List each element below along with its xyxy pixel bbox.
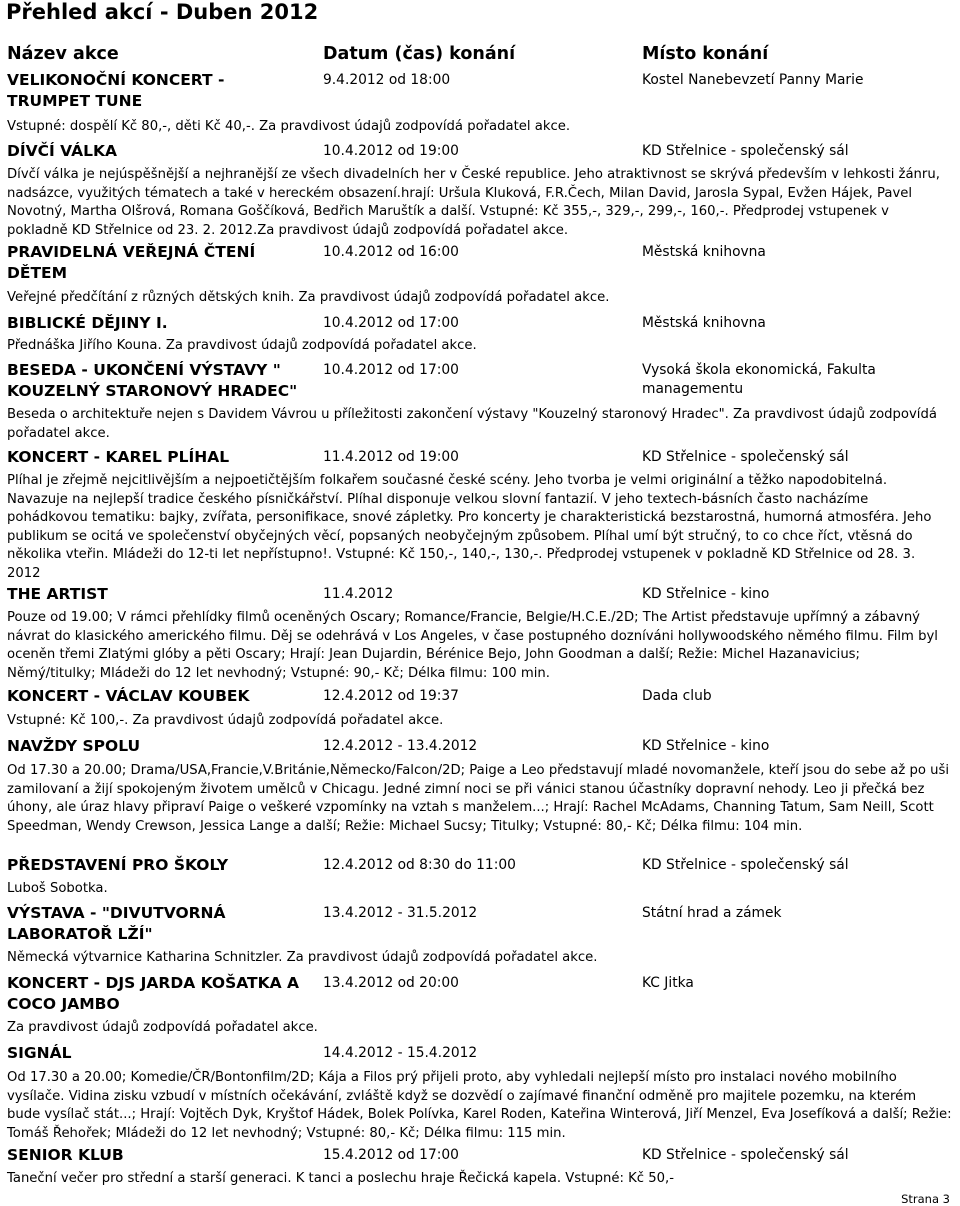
event-date: 11.4.2012 [323,586,394,602]
event-description: Dívčí válka je nejúspěšnější a nejhranější ze všech divadelních her v České republice. Jeho atraktivnost se skrývá především v lehkosti žánru, nadsázce, využitých tématech a také v hereckém obsazení.hrají: Uršula Kluková, F.R.Čech, Milan David, Jarosla Sypal, Evžen Hájek, Pavel Novotný, Martha Olšrová, Romana Goščíková, Bedřich Maruštík a další. Vstupné: Kč 355,-, 329,-, 299,-, 160,-. Předprodej vstupenek v pokladně KD Střelnice od 23. 2. 2012.Za pravdivost údajů zodpovídá pořadatel akce. [7,167,940,238]
event-description: Od 17.30 a 20.00; Drama/USA,Francie,V.Británie,Německo/Falcon/2D; Paige a Leo představují mladé novomanžele, kteří jsou do sebe až po uši zamilovaní a žijí spokojeným životem umělců v Chicagu. Jedné zimní noci se při vánici stanou účastníky dopravní nehody. Leo ji přečká bez úhony, ale úraz hlavy připraví Paige o veškeré vzpomínky na vztah s manželem...; Hrají: Rachel McAdams, Channing Tatum, Sam Neill, Scott Speedman, Wendy Crewson, Jessica Lange a další; Režie: Michael Sucsy; Titulky; Vstupné: 80,- Kč; Délka filmu: 104 min. [7,763,950,834]
event-description: Za pravdivost údajů zodpovídá pořadatel akce. [7,1020,318,1035]
event-description: Německá výtvarnice Katharina Schnitzler. Za pravdivost údajů zodpovídá pořadatel akce. [7,950,598,965]
column-header-date: Datum (čas) konání [323,44,516,64]
event-date: 9.4.2012 od 18:00 [323,72,451,88]
event-place: KD Střelnice - společenský sál [642,449,849,465]
event-name: BIBLICKÉ DĚJINY I. [7,314,168,332]
event-place: KD Střelnice - kino [642,738,770,754]
event-date: 10.4.2012 od 17:00 [323,362,459,378]
event-place: KD Střelnice - společenský sál [642,857,849,873]
event-name: KONCERT - KAREL PLÍHAL [7,448,230,466]
column-header-name: Název akce [7,44,119,64]
event-date: 10.4.2012 od 17:00 [323,315,459,331]
event-date: 11.4.2012 od 19:00 [323,449,459,465]
event-name: SENIOR KLUB [7,1146,124,1164]
column-header-place: Místo konání [642,44,769,64]
event-date: 13.4.2012 - 31.5.2012 [323,905,478,921]
event-name: BESEDA - UKONČENÍ VÝSTAVY " KOUZELNÝ STARONOVÝ HRADEC" [7,361,298,400]
event-place: Kostel Nanebevzetí Panny Marie [642,72,864,88]
event-place: Dada club [642,688,712,704]
event-description: Luboš Sobotka. [7,881,108,896]
event-date: 12.4.2012 od 19:37 [323,688,459,704]
event-place: Městská knihovna [642,315,766,331]
event-date: 15.4.2012 od 17:00 [323,1147,459,1163]
event-name: VELIKONOČNÍ KONCERT - TRUMPET TUNE [7,71,225,110]
event-date: 10.4.2012 od 16:00 [323,244,459,260]
event-place: Státní hrad a zámek [642,905,782,921]
event-description: Beseda o architektuře nejen s Davidem Vávrou u příležitosti zakončení výstavy "Kouzelný staronový Hradec". Za pravdivost údajů zodpovídá pořadatel akce. [7,407,937,441]
event-description: Vstupné: Kč 100,-. Za pravdivost údajů zodpovídá pořadatel akce. [7,713,444,728]
event-place: KD Střelnice - společenský sál [642,1147,849,1163]
event-description: Přednáška Jiřího Kouna. Za pravdivost údajů zodpovídá pořadatel akce. [7,338,477,353]
event-date: 13.4.2012 od 20:00 [323,975,459,991]
event-name: NAVŽDY SPOLU [7,737,141,755]
event-name: THE ARTIST [7,585,108,603]
event-name: SIGNÁL [7,1044,72,1062]
event-description: Plíhal je zřejmě nejcitlivějším a nejpoetičtějším folkařem současné české scény. Jeho tvorba je velmi originální a těžko napodobitelná. Navazuje na nejlepší tradice českého písničkářství. Plíhal disponuje velkou slovní fantazií. V jeho textech-básních často nacházíme pohádkovou tematiku: bajky, zvířata, personifikace, snové zápletky. Pro koncerty je charakteristická bezstarostná, humorná atmosféra. Jeho publikum se ocitá ve společenství obyčejných věcí, popsaných neobyčejným způsobem. Plíhal umí být stručný, to co chce říct, vtěsná do několika vteřin. Mládeži do 12-ti let nepřístupno!. Vstupné: Kč 150,-, 140,-, 130,-. Předprodej vstupenek v pokladně KD Střelnice od 28. 3. 2012 [7,473,932,581]
event-description: Od 17.30 a 20.00; Komedie/ČR/Bontonfilm/2D; Kája a Filos prý přijeli proto, aby vyhledali nejlepší místo pro instalaci nového mobilního vysílače. Vidina zisku vzbudí v místních očekávání, zvláště když se dozvědí o zajímavé finanční odměně pro majitele pozemku, na kterém bude vysílač stát...; Hrají: Vojtěch Dyk, Kryštof Hádek, Bolek Polívka, Karel Roden, Kateřina Winterová, Jiří Menzel, Eva Josefíková a další; Režie: Tomáš Řehořek; Mládeži do 12 let nevhodný; Vstupné: 80,- Kč; Délka filmu: 115 min. [7,1070,952,1141]
event-date: 12.4.2012 - 13.4.2012 [323,738,478,754]
page-number: Strana 3 [901,1192,950,1206]
event-place: KD Střelnice - společenský sál [642,143,849,159]
event-description: Taneční večer pro střední a starší generaci. K tanci a poslechu hraje Řečická kapela. Vstupné: Kč 50,- [7,1171,674,1186]
event-description: Pouze od 19.00; V rámci přehlídky filmů oceněných Oscary; Romance/Francie, Belgie/H.C.E./2D; The Artist představuje upřímný a zábavný návrat do klasického amerického filmu. Děj se odehrává v Los Angeles, v čase postupného dozníváni hollywoodského němého filmu. Film byl oceněn třemi Zlatými glóby a pěti Oscary; Hrají: Jean Dujardin, Bérénice Bejo, John Goodman a další; Režie: Michel Hazanavicius; Němý/titulky; Mládeži do 12 let nevhodný; Vstupné: 90,- Kč; Délka filmu: 100 min. [7,610,938,681]
event-date: 14.4.2012 - 15.4.2012 [323,1045,478,1061]
event-name: KONCERT - DJS JARDA KOŠATKA A COCO JAMBO [7,974,300,1013]
event-description: Vstupné: dospělí Kč 80,-, děti Kč 40,-. Za pravdivost údajů zodpovídá pořadatel akce. [7,119,571,134]
event-place: Městská knihovna [642,244,766,260]
event-name: KONCERT - VÁCLAV KOUBEK [7,687,250,705]
event-date: 12.4.2012 od 8:30 do 11:00 [323,857,516,873]
page-title: Přehled akcí - Duben 2012 [6,0,319,24]
event-name: PRAVIDELNÁ VEŘEJNÁ ČTENÍ DĚTEM [7,243,256,282]
event-name: PŘEDSTAVENÍ PRO ŠKOLY [7,856,229,874]
event-place: KD Střelnice - kino [642,586,770,602]
event-name: DÍVČÍ VÁLKA [7,142,117,160]
event-name: VÝSTAVA - "DIVUTVORNÁ LABORATOŘ LŽÍ" [7,904,226,943]
event-description: Veřejné předčítání z různých dětských knih. Za pravdivost údajů zodpovídá pořadatel akce. [7,290,610,305]
event-date: 10.4.2012 od 19:00 [323,143,459,159]
event-place: KC Jitka [642,975,694,991]
event-place: Vysoká škola ekonomická, Fakulta managementu [642,362,876,397]
